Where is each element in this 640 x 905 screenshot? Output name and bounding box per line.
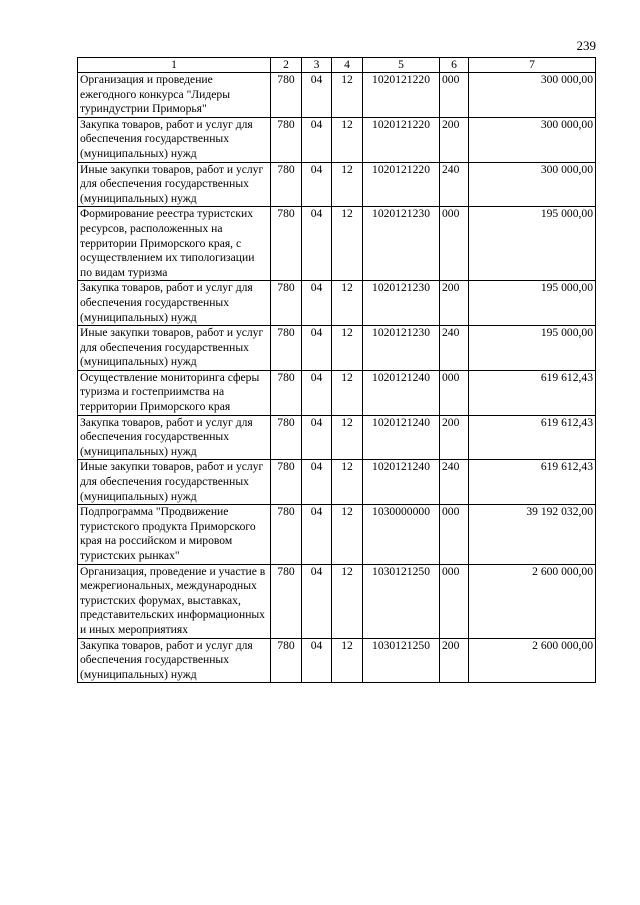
table-row (78, 564, 596, 638)
row-code-admin: 780 (271, 460, 302, 505)
row-code-section: 04 (302, 564, 332, 638)
row-code-section: 04 (302, 73, 332, 118)
table-row (78, 73, 596, 118)
row-amount: 300 000,00 (469, 117, 596, 162)
row-code-target: 1020121220 (363, 117, 440, 162)
row-code-target: 1020121230 (363, 207, 440, 281)
row-code-section: 04 (302, 117, 332, 162)
row-code-section: 04 (302, 370, 332, 415)
row-amount: 195 000,00 (469, 207, 596, 281)
row-code-target: 1020121230 (363, 281, 440, 326)
row-amount: 2 600 000,00 (469, 638, 596, 683)
row-code-admin: 780 (271, 326, 302, 371)
row-code-admin: 780 (271, 162, 302, 207)
header-col-3: 3 (302, 58, 332, 73)
row-code-subsection: 12 (332, 564, 363, 638)
page-number: 239 (576, 38, 596, 53)
row-code-subsection: 12 (332, 505, 363, 564)
row-code-admin: 780 (271, 505, 302, 564)
table-row (78, 505, 596, 564)
row-code-admin: 780 (271, 564, 302, 638)
table-row (78, 162, 596, 207)
row-code-expense: 000 (440, 207, 469, 281)
row-code-expense: 240 (440, 460, 469, 505)
table-row (78, 460, 596, 505)
row-amount: 619 612,43 (469, 415, 596, 460)
header-col-5: 5 (363, 58, 440, 73)
table-row (78, 326, 596, 371)
header-col-4: 4 (332, 58, 363, 73)
header-col-6: 6 (440, 58, 469, 73)
row-code-admin: 780 (271, 207, 302, 281)
row-name: Закупка товаров, работ и услуг для обеспечения государственных (муниципальных) нужд (78, 281, 271, 326)
row-name: Формирование реестра туристских ресурсов, расположенных на территории Приморского края, с осуществлением их типологизации по видам туризма (78, 207, 271, 281)
row-code-target: 1020121220 (363, 73, 440, 118)
header-col-1: 1 (78, 58, 271, 73)
row-code-section: 04 (302, 162, 332, 207)
table-row (78, 117, 596, 162)
row-name: Иные закупки товаров, работ и услуг для обеспечения государственных (муниципальных) нужд (78, 326, 271, 371)
row-amount: 2 600 000,00 (469, 564, 596, 638)
row-code-section: 04 (302, 415, 332, 460)
row-name: Организация, проведение и участие в межрегиональных, международных туристских форумах, выставках, представительских информационных и иных мероприятиях (78, 564, 271, 638)
row-code-target: 1030000000 (363, 505, 440, 564)
row-code-admin: 780 (271, 415, 302, 460)
header-row (78, 58, 596, 73)
row-code-subsection: 12 (332, 638, 363, 683)
row-name: Иные закупки товаров, работ и услуг для обеспечения государственных (муниципальных) нужд (78, 162, 271, 207)
row-code-expense: 200 (440, 281, 469, 326)
row-code-target: 1030121250 (363, 638, 440, 683)
row-code-section: 04 (302, 460, 332, 505)
row-code-expense: 240 (440, 326, 469, 371)
table-row (78, 638, 596, 683)
row-amount: 619 612,43 (469, 370, 596, 415)
row-name: Организация и проведение ежегодного конкурса "Лидеры туриндустрии Приморья" (78, 73, 271, 118)
row-code-expense: 000 (440, 370, 469, 415)
row-code-subsection: 12 (332, 73, 363, 118)
row-amount: 195 000,00 (469, 281, 596, 326)
table-row (78, 370, 596, 415)
row-code-section: 04 (302, 638, 332, 683)
row-code-admin: 780 (271, 370, 302, 415)
row-amount: 300 000,00 (469, 73, 596, 118)
row-name: Закупка товаров, работ и услуг для обеспечения государственных (муниципальных) нужд (78, 638, 271, 683)
row-code-subsection: 12 (332, 460, 363, 505)
row-code-expense: 200 (440, 415, 469, 460)
row-code-section: 04 (302, 281, 332, 326)
row-code-target: 1020121230 (363, 326, 440, 371)
row-code-expense: 000 (440, 564, 469, 638)
row-code-section: 04 (302, 207, 332, 281)
row-code-subsection: 12 (332, 370, 363, 415)
row-code-expense: 200 (440, 638, 469, 683)
row-code-subsection: 12 (332, 162, 363, 207)
table-body (78, 73, 596, 683)
row-code-target: 1020121220 (363, 162, 440, 207)
row-name: Подпрограмма "Продвижение туристского продукта Приморского края на российском и мировом туристских рынках" (78, 505, 271, 564)
table-header (78, 58, 596, 73)
budget-table (77, 57, 596, 683)
row-code-target: 1020121240 (363, 415, 440, 460)
row-code-subsection: 12 (332, 117, 363, 162)
header-col-7: 7 (469, 58, 596, 73)
row-code-expense: 000 (440, 73, 469, 118)
row-code-admin: 780 (271, 638, 302, 683)
row-code-subsection: 12 (332, 326, 363, 371)
row-code-subsection: 12 (332, 207, 363, 281)
row-amount: 300 000,00 (469, 162, 596, 207)
row-code-target: 1030121250 (363, 564, 440, 638)
row-code-expense: 240 (440, 162, 469, 207)
table-row (78, 415, 596, 460)
header-col-2: 2 (271, 58, 302, 73)
row-name: Закупка товаров, работ и услуг для обеспечения государственных (муниципальных) нужд (78, 415, 271, 460)
table-row (78, 207, 596, 281)
row-name: Закупка товаров, работ и услуг для обеспечения государственных (муниципальных) нужд (78, 117, 271, 162)
row-name: Осуществление мониторинга сферы туризма и гостеприимства на территории Приморского края (78, 370, 271, 415)
row-code-admin: 780 (271, 281, 302, 326)
row-name: Иные закупки товаров, работ и услуг для обеспечения государственных (муниципальных) нужд (78, 460, 271, 505)
row-code-admin: 780 (271, 117, 302, 162)
row-code-expense: 000 (440, 505, 469, 564)
row-amount: 619 612,43 (469, 460, 596, 505)
row-code-admin: 780 (271, 73, 302, 118)
row-code-target: 1020121240 (363, 460, 440, 505)
row-code-subsection: 12 (332, 281, 363, 326)
row-code-target: 1020121240 (363, 370, 440, 415)
row-code-section: 04 (302, 326, 332, 371)
row-amount: 39 192 032,00 (469, 505, 596, 564)
row-amount: 195 000,00 (469, 326, 596, 371)
row-code-subsection: 12 (332, 415, 363, 460)
row-code-expense: 200 (440, 117, 469, 162)
row-code-section: 04 (302, 505, 332, 564)
table-row (78, 281, 596, 326)
